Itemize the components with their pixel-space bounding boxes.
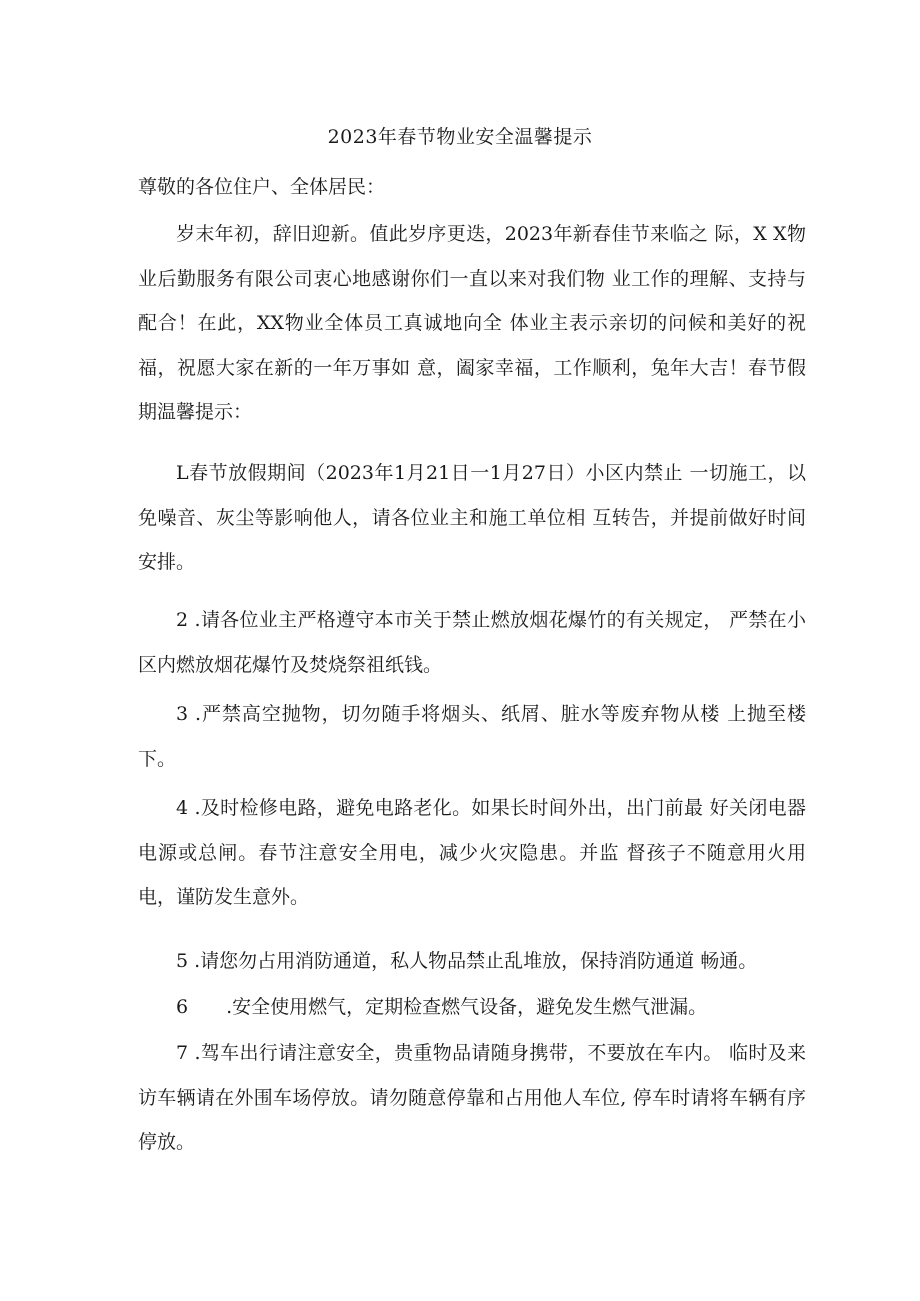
notice-item-4: 4 .及时检修电路，避免电路老化。如果长时间外出，出门前最 好关闭电器电源或总闸。春节注意安全用电，减少火灾隐患。并监 督孩子不随意用火用电，谨防发生意外。 (138, 797, 806, 909)
notice-item-3: 3 .严禁高空抛物，切勿随手将烟头、纸屑、脏水等废弃物从楼 上抛至楼下。 (138, 703, 806, 770)
notice-item-2: 2 .请各位业主严格遵守本市关于禁止燃放烟花爆竹的有关规定， 严禁在小区内燃放烟花爆竹及焚烧祭祖纸钱。 (138, 609, 806, 676)
notice-item-7: 7 .驾车出行请注意安全，贵重物品请随身携带，不要放在车内。 临时及来访车辆请在外围车场停放。请勿随意停靠和占用他人车位, 停车时请将车辆有序停放。 (138, 1042, 806, 1154)
notice-item-6: 6 .安全使用燃气，定期检查燃气设备，避免发生燃气泄漏。 (176, 996, 708, 1018)
page-title: 2023年春节物业安全温馨提示 (327, 126, 593, 148)
salutation: 尊敬的各位住户、全体居民： (138, 176, 386, 198)
notice-item-1: L春节放假期间（2023年1月21日一1月27日）小区内禁止 一切施工，以免噪音、灰尘等影响他人，请各位业主和施工单位相 互转告，并提前做好时间安排。 (138, 462, 806, 574)
notice-item-5: 5 .请您勿占用消防通道，私人物品禁止乱堆放，保持消防通道 畅通。 (176, 950, 758, 972)
intro-paragraph: 岁末年初，辞旧迎新。值此岁序更迭，2023年新春佳节来临之 际，X X物业后勤服务有限公司衷心地感谢你们一直以来对我们物 业工作的理解、支持与配合！在此，XX物业全体员工真诚地向全 体业主表示亲切的问候和美好的祝福，祝愿大家在新的一年万事如 意，阖家幸福，工作顺利，兔年大吉！春节假期温馨提示： (138, 223, 806, 424)
